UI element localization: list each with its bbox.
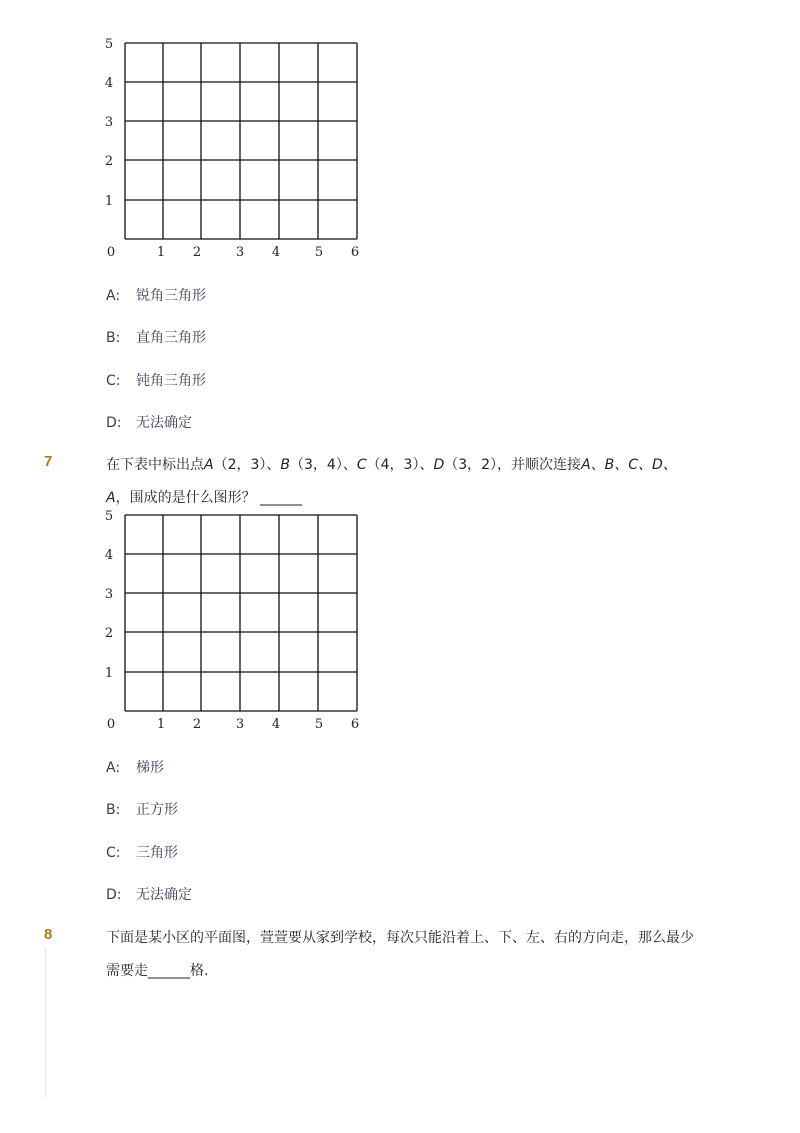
option-c[interactable]: C: 钝角三角形 xyxy=(106,373,206,389)
x-tick-label: 4 xyxy=(271,245,281,260)
x-tick-label: 2 xyxy=(192,717,202,732)
option-b[interactable]: B: 直角三角形 xyxy=(106,330,206,346)
grid-svg xyxy=(95,507,370,732)
option-a[interactable]: A: 锐角三角形 xyxy=(106,288,206,304)
x-tick-label: 0 xyxy=(106,717,116,732)
x-tick-label: 1 xyxy=(156,717,166,732)
x-tick-label: 3 xyxy=(235,717,245,732)
question-text-line1: 下面是某小区的平面图，萱萱要从家到学校，每次只能沿着上、下、左、右的方向走，那么最少 xyxy=(106,930,694,946)
coordinate-grid-q6 xyxy=(95,35,370,260)
option-d[interactable]: D: 无法确定 xyxy=(106,887,192,903)
y-tick-label: 5 xyxy=(104,37,114,52)
y-tick-label: 1 xyxy=(104,194,114,209)
divider xyxy=(45,948,46,1098)
y-tick-label: 2 xyxy=(104,154,114,169)
question-number: 8 xyxy=(44,926,53,943)
question-text-line2: 需要走______格. xyxy=(106,963,209,979)
option-c[interactable]: C: 三角形 xyxy=(106,845,178,861)
x-tick-label: 6 xyxy=(350,245,360,260)
x-tick-label: 4 xyxy=(271,717,281,732)
x-tick-label: 6 xyxy=(350,717,360,732)
x-tick-label: 5 xyxy=(314,245,324,260)
x-tick-label: 5 xyxy=(314,717,324,732)
x-tick-label: 3 xyxy=(235,245,245,260)
answer-blank[interactable]: ______ xyxy=(260,490,303,506)
answer-blank[interactable]: ______ xyxy=(148,963,190,979)
y-tick-label: 3 xyxy=(104,115,114,130)
coordinate-grid-q7 xyxy=(95,507,370,732)
y-tick-label: 5 xyxy=(104,509,114,524)
x-tick-label: 0 xyxy=(106,245,116,260)
question-text-line2: A，围成的是什么图形？ ______ xyxy=(106,490,303,506)
x-tick-label: 2 xyxy=(192,245,202,260)
option-a[interactable]: A: 梯形 xyxy=(106,760,164,776)
y-tick-label: 2 xyxy=(104,626,114,641)
option-d[interactable]: D: 无法确定 xyxy=(106,415,192,431)
y-tick-label: 1 xyxy=(104,666,114,681)
x-tick-label: 1 xyxy=(156,245,166,260)
y-tick-label: 4 xyxy=(104,548,114,563)
question-text-line1: 在下表中标出点A（2，3）、B（3，4）、C（4，3）、D（3，2），并顺次连接A、B、C、D、 xyxy=(106,457,677,473)
y-tick-label: 4 xyxy=(104,76,114,91)
option-b[interactable]: B: 正方形 xyxy=(106,802,178,818)
question-number: 7 xyxy=(44,453,53,470)
y-tick-label: 3 xyxy=(104,587,114,602)
grid-svg xyxy=(95,35,370,260)
